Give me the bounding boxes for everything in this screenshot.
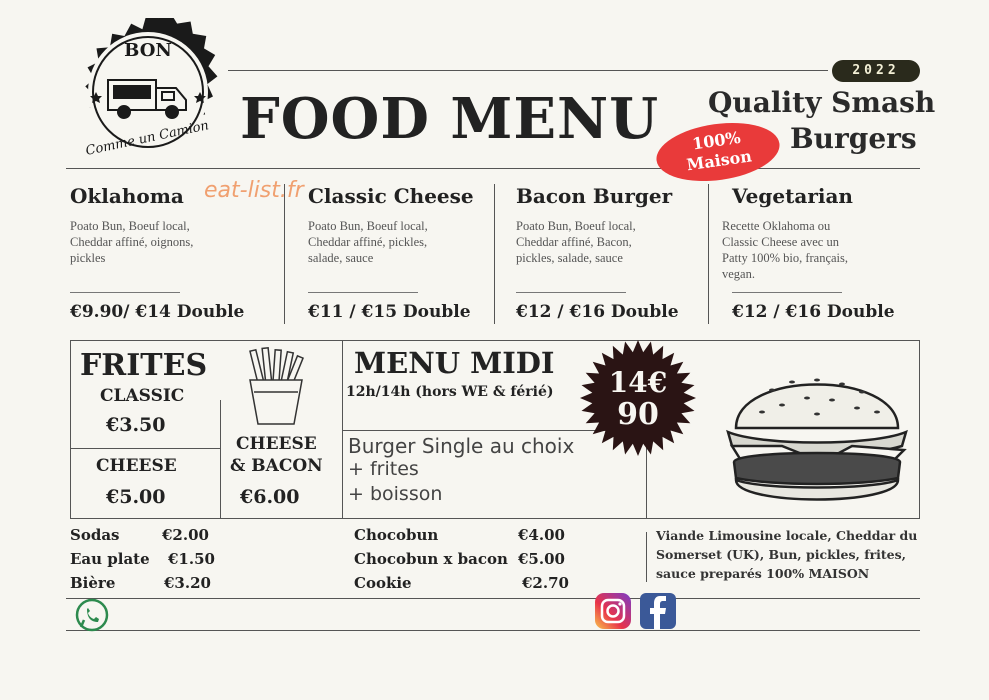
- desc-line: Poato Bun, Boeuf local,: [308, 219, 428, 233]
- menu-midi-title: MENU MIDI: [354, 346, 555, 380]
- frites-divider: [220, 400, 221, 519]
- frites-classic-label: CLASSIC: [100, 386, 185, 406]
- price-rule: [516, 292, 626, 293]
- menu-midi-hours: 12h/14h (hors WE & férié): [346, 384, 554, 400]
- year-badge: 2022: [832, 60, 920, 82]
- menu-midi-line1: Burger Single au choix: [348, 434, 575, 458]
- desc-line: Poato Bun, Boeuf local,: [70, 219, 190, 233]
- burger-price-classic-cheese: €11 / €15 Double: [308, 302, 471, 322]
- tagline-line2: Burgers: [790, 122, 917, 155]
- badge-line2: Maison: [685, 146, 753, 175]
- burger-desc-vegetarian: [722, 218, 848, 282]
- burger-price-oklahoma: €9.90/ €14 Double: [70, 302, 245, 322]
- footer-divider: [646, 532, 647, 582]
- whatsapp-icon[interactable]: [74, 597, 110, 633]
- logo-bottom-text: Comme un Camion: [84, 118, 211, 159]
- header-bottom-rule: [66, 168, 920, 169]
- burger-price-vegetarian: €12 / €16 Double: [732, 302, 895, 322]
- frites-classic-price: €3.50: [106, 414, 166, 436]
- badge-line1: 100%: [691, 127, 742, 154]
- dessert-name: Chocobun x bacon: [354, 550, 508, 568]
- footer-bottom-rule: [66, 630, 920, 631]
- menu-midi-price-burst: [578, 338, 698, 458]
- price-rule: [308, 292, 418, 293]
- drink-price: €1.50: [168, 550, 215, 568]
- maison-badge: [653, 116, 784, 189]
- drink-name: Eau plate: [70, 550, 150, 568]
- desc-line: Poato Bun, Boeuf local,: [516, 219, 636, 233]
- dessert-price: €5.00: [518, 550, 565, 568]
- desc-line: Cheddar affiné, Bacon,: [516, 235, 632, 249]
- price-rule: [70, 292, 180, 293]
- fries-icon: [240, 346, 314, 428]
- burger-desc-oklahoma: [70, 218, 193, 266]
- burger-name-vegetarian: Vegetarian: [732, 184, 853, 208]
- desc-line: Classic Cheese avec un: [722, 235, 839, 249]
- frites-cheese-bacon-label1: CHEESE: [236, 434, 317, 454]
- burger-name-bacon: Bacon Burger: [516, 184, 673, 208]
- frites-cheese-label: CHEESE: [96, 456, 177, 476]
- dessert-price: €2.70: [522, 574, 569, 592]
- desc-line: Cheddar affiné, oignons,: [70, 235, 194, 249]
- price-rule: [732, 292, 842, 293]
- logo-top-text: BON: [124, 40, 172, 61]
- dessert-name: Cookie: [354, 574, 412, 592]
- drink-name: Sodas: [70, 526, 120, 544]
- watermark: eat-list.fr: [204, 178, 304, 203]
- page-title: FOOD MENU: [240, 86, 660, 152]
- burger-desc-classic-cheese: [308, 218, 428, 266]
- frites-title: FRITES: [80, 348, 208, 383]
- desc-line: pickles: [70, 251, 106, 265]
- menu-midi-line3: + boisson: [348, 483, 443, 505]
- burger-name-oklahoma: Oklahoma: [70, 184, 184, 208]
- frites-h-divider: [70, 448, 220, 449]
- burger-divider-3: [708, 184, 709, 324]
- logo: [66, 18, 230, 166]
- menu-midi-line2: + frites: [348, 458, 419, 480]
- instagram-icon[interactable]: [594, 592, 632, 630]
- frites-cheese-price: €5.00: [106, 486, 166, 508]
- burger-illustration: [722, 350, 912, 512]
- header-top-rule: [228, 70, 828, 71]
- dessert-price: €4.00: [518, 526, 565, 544]
- desc-line: vegan.: [722, 267, 755, 281]
- burger-price-bacon: €12 / €16 Double: [516, 302, 679, 322]
- burger-name-classic-cheese: Classic Cheese: [308, 184, 474, 208]
- tagline-line1: Quality Smash: [708, 86, 936, 119]
- footer-top-rule: [66, 598, 920, 599]
- frites-cheese-bacon-label2: & BACON: [230, 456, 323, 476]
- burger-desc-bacon: [516, 218, 636, 266]
- desc-line: salade, sauce: [308, 251, 374, 265]
- dessert-name: Chocobun: [354, 526, 439, 544]
- menu-midi-price-top: 14€: [608, 366, 668, 399]
- burger-divider-1: [284, 184, 285, 324]
- footer-note: Viande Limousine locale, Cheddar du Somerset (UK), Bun, pickles, frites, sauce preparés 100% MAISON: [656, 528, 918, 581]
- burger-divider-2: [494, 184, 495, 324]
- facebook-icon[interactable]: [640, 592, 676, 630]
- menu-midi-price-bottom: 90: [617, 397, 659, 432]
- drink-name: Bière: [70, 574, 116, 592]
- desc-line: pickles, salade, sauce: [516, 251, 623, 265]
- drink-price: €3.20: [164, 574, 211, 592]
- drink-price: €2.00: [162, 526, 209, 544]
- desc-line: Cheddar affiné, pickles,: [308, 235, 428, 249]
- desc-line: Patty 100% bio, français,: [722, 251, 849, 265]
- frites-cheese-bacon-price: €6.00: [240, 486, 300, 508]
- desc-line: Recette Oklahoma ou: [722, 219, 831, 233]
